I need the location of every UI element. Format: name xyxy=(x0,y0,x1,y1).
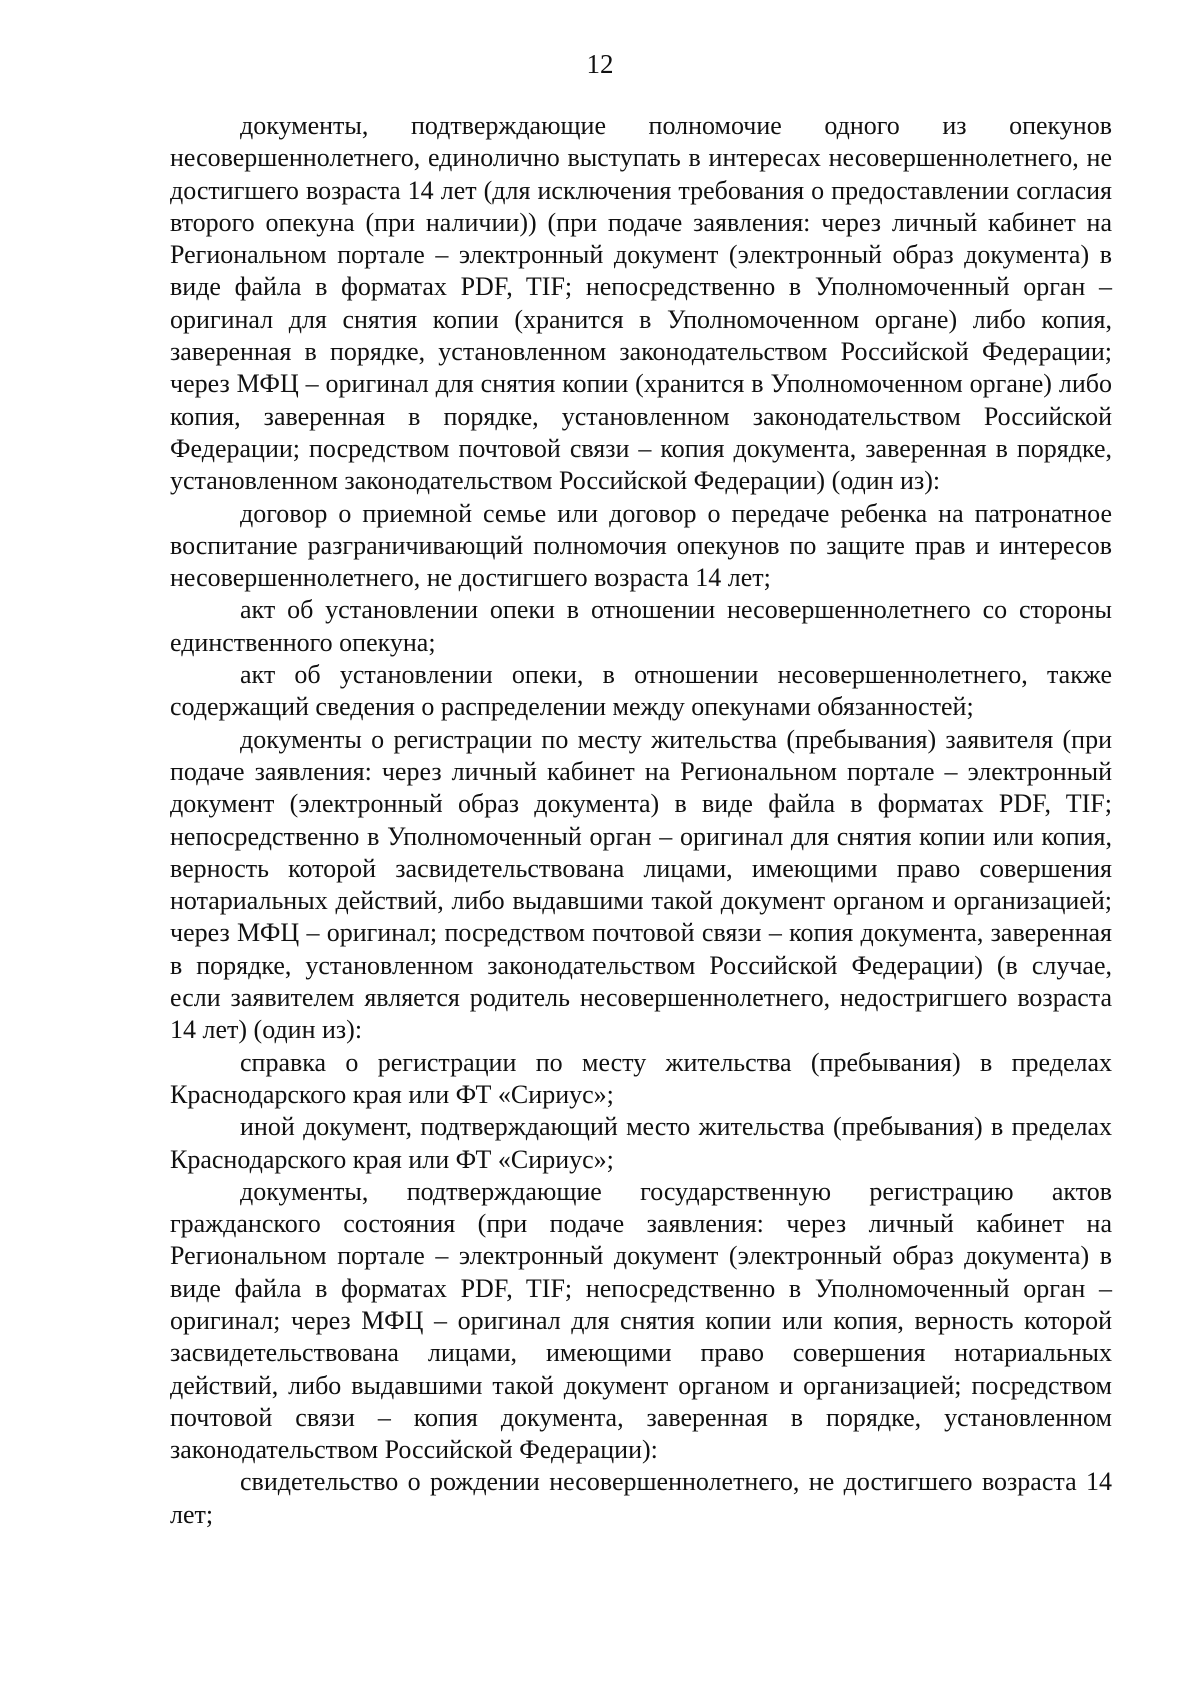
paragraph-guardian-authority-documents: документы, подтверждающие полномочие одного из опекунов несовершеннолетнего, единолично выступать в интересах несовершеннолетнего, не достигшего возраста 14 лет (для исключения требования о предоставлении согласия второго опекуна (при наличии)) (при подаче заявления: через личный кабинет на Региональном портале – электронный документ (электронный образ документа) в виде файла в форматах PDF, TIF; непосредственно в Уполномоченный орган – оригинал для снятия копии (хранится в Уполномоченном органе) либо копия, заверенная в порядке, установленном законодательством Российской Федерации; через МФЦ – оригинал для снятия копии (хранится в Уполномоченном органе) либо копия, заверенная в порядке, установленном законодательством Российской Федерации; посредством почтовой связи – копия документа, заверенная в порядке, установленном законодательством Российской Федерации) (один из): xyxy=(170,111,1112,496)
paragraph-guardianship-duties-act: акт об установлении опеки, в отношении несовершеннолетнего, также содержащий сведения о распределении между опекунами обязанностей; xyxy=(170,660,1112,722)
paragraph-registration-documents: документы о регистрации по месту жительства (пребывания) заявителя (при подаче заявления: через личный кабинет на Региональном портале – электронный документ (электронный образ документа) в виде файла в форматах PDF, TIF; непосредственно в Уполномоченный орган – оригинал для снятия копии или копия, верность которой засвидетельствована лицами, имеющими право совершения нотариальных действий, либо выдавшими такой документ органом и организацией; через МФЦ – оригинал; посредством почтовой связи – копия документа, заверенная в порядке, установленном законодательством Российской Федерации) (в случае, если заявителем является родитель несовершеннолетнего, недостригшего возраста 14 лет) (один из): xyxy=(170,724,1112,1045)
page-number: 12 xyxy=(586,49,614,79)
document-body xyxy=(170,110,1112,1531)
paragraph-birth-certificate: свидетельство о рождении несовершеннолетнего, не достигшего возраста 14 лет; xyxy=(170,1467,1112,1529)
paragraph-civil-status-documents: документы, подтверждающие государственную регистрацию актов гражданского состояния (при подаче заявления: через личный кабинет на Региональном портале – электронный документ (электронный образ документа) в виде файла в форматах PDF, TIF; непосредственно в Уполномоченный орган – оригинал; через МФЦ – оригинал для снятия копии или копия, верность которой засвидетельствована лицами, имеющими право совершения нотариальных действий, либо выдавшими такой документ органом и организацией; посредством почтовой связи – копия документа, заверенная в порядке, установленном законодательством Российской Федерации): xyxy=(170,1176,1112,1465)
paragraph-sole-guardian-act: акт об установлении опеки в отношении несовершеннолетнего со стороны единственного опекуна; xyxy=(170,595,1112,657)
paragraph-registration-certificate: справка о регистрации по месту жительства (пребывания) в пределах Краснодарского края или ФТ «Сириус»; xyxy=(170,1047,1112,1109)
paragraph-other-residence-document: иной документ, подтверждающий место жительства (пребывания) в пределах Краснодарского края или ФТ «Сириус»; xyxy=(170,1112,1112,1174)
paragraph-foster-family-agreement: договор о приемной семье или договор о передаче ребенка на патронатное воспитание разграничивающий полномочия опекунов по защите прав и интересов несовершеннолетнего, не достигшего возраста 14 лет; xyxy=(170,498,1112,593)
